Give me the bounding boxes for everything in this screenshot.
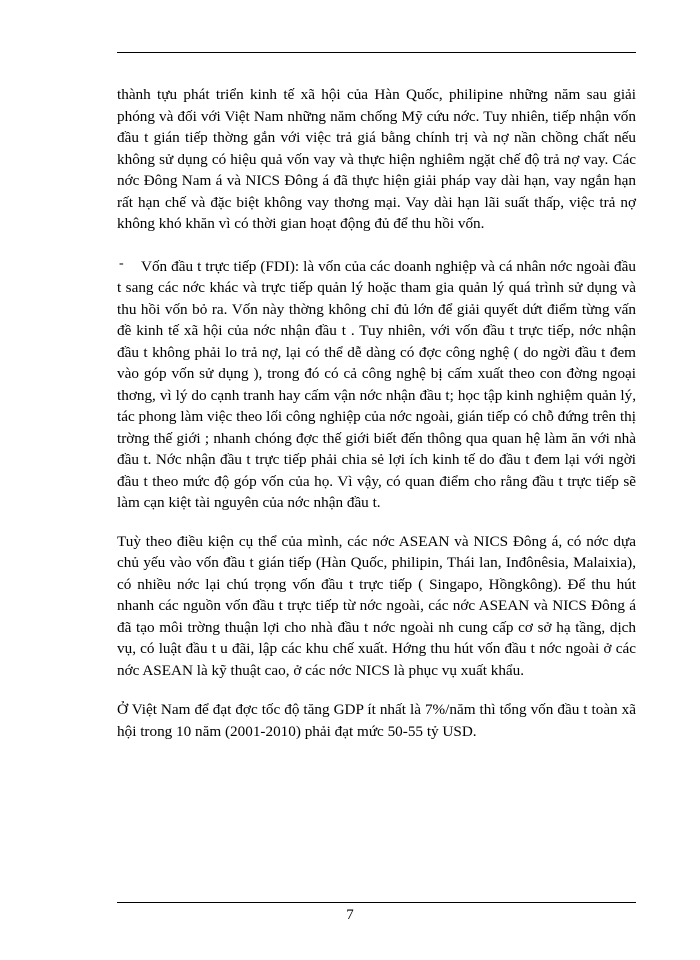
page-number: 7 [346,907,354,923]
paragraph-1: thành tựu phát triển kinh tế xã hội của Hàn Quốc, philipine những năm sau giải phóng và đối với Việt Nam những năm chống Mỹ cứu nớc. Tuy nhiên, tiếp nhận vốn đầu t gián tiếp thờng gắn với việc trả giá bằng chính trị và nợ nần chồng chất nếu không sử dụng có hiệu quả vốn vay và thực hiện nghiêm ngặt chế độ trả nợ vay. Các nớc Đông Nam á và NICS Đông á đã thực hiện giải pháp vay dài hạn, vay ngắn hạn rất hạn chế và đặc biệt không vay thơng mại. Vay dài hạn lãi suất thấp, việc trả nợ không khó khăn vì có thời gian hoạt động đủ để thu hồi vốn. [117,86,636,232]
footer-rule [117,902,636,903]
page-body [117,84,636,742]
header-rule [117,52,636,53]
paragraph-3: Tuỳ theo điều kiện cụ thể của mình, các nớc ASEAN và NICS Đông á, có nớc dựa chủ yếu vào vốn đầu t gián tiếp (Hàn Quốc, philipin, Thái lan, Inđônêsia, Malaixia), có nhiều nớc lại chú trọng vốn đầu t trực tiếp ( Singapo, Hồngkông). Để thu hút nhanh các nguồn vốn đầu t trực tiếp từ nớc ngoài, các nớc ASEAN và NICS Đông á đã tạo môi trờng thuận lợi cho nhà đầu t nớc ngoài nh cung cấp cơ sở hạ tầng, dịch vụ, có luật đầu t u đãi, lập các khu chế xuất. Hớng thu hút vốn đầu t nớc ngoài ở các nớc ASEAN là kỹ thuật cao, ở các nớc NICS là phục vụ xuất khẩu. [117,532,636,679]
bullet-item-fdi [117,256,636,514]
bullet-marker: - [119,255,124,271]
paragraph-4: Ở Việt Nam để đạt đợc tốc độ tăng GDP ít nhất là 7%/năm thì tổng vốn đầu t toàn xã hội trong 10 năm (2001-2010) phải đạt mức 50-55 tỷ USD. [117,701,636,740]
paragraph-2: Vốn đầu t trực tiếp (FDI): là vốn của các doanh nghiệp và cá nhân nớc ngoài đầu t sang các nớc khác và trực tiếp quản lý hoặc tham gia quản lý quá trình sử dụng và thu hồi vốn bỏ ra. Vốn này thờng không chỉ đủ lớn để giải quyết dứt điểm từng vấn đề kinh tế xã hội của nớc nhận đầu t . Tuy nhiên, với vốn đầu t trực tiếp, nớc nhận đầu t không phải lo trả nợ, lại có thể dễ dàng có đợc công nghệ ( do ngời đầu t đem vào góp vốn sử dụng ), trong đó có cả công nghệ bị cấm xuất theo con đờng ngoại thơng, vì lý do cạnh tranh hay cấm vận nớc nhận đầu t; học tập kinh nghiệm quản lý, tác phong làm việc theo lối công nghiệp của nớc ngoài, gián tiếp có chỗ đứng trên thị trờng thế giới ; nhanh chóng đợc thế giới biết đến thông qua quan hệ làm ăn với nhà đầu t. Nớc nhận đầu t trực tiếp phải chia sẻ lợi ích kinh tế do đầu t đem lại với ngời đầu t theo mức độ góp vốn của họ. Vì vậy, có quan điểm cho rằng đầu t trực tiếp sẽ làm cạn kiệt tài nguyên của nớc nhận đầu t. [117,257,636,511]
